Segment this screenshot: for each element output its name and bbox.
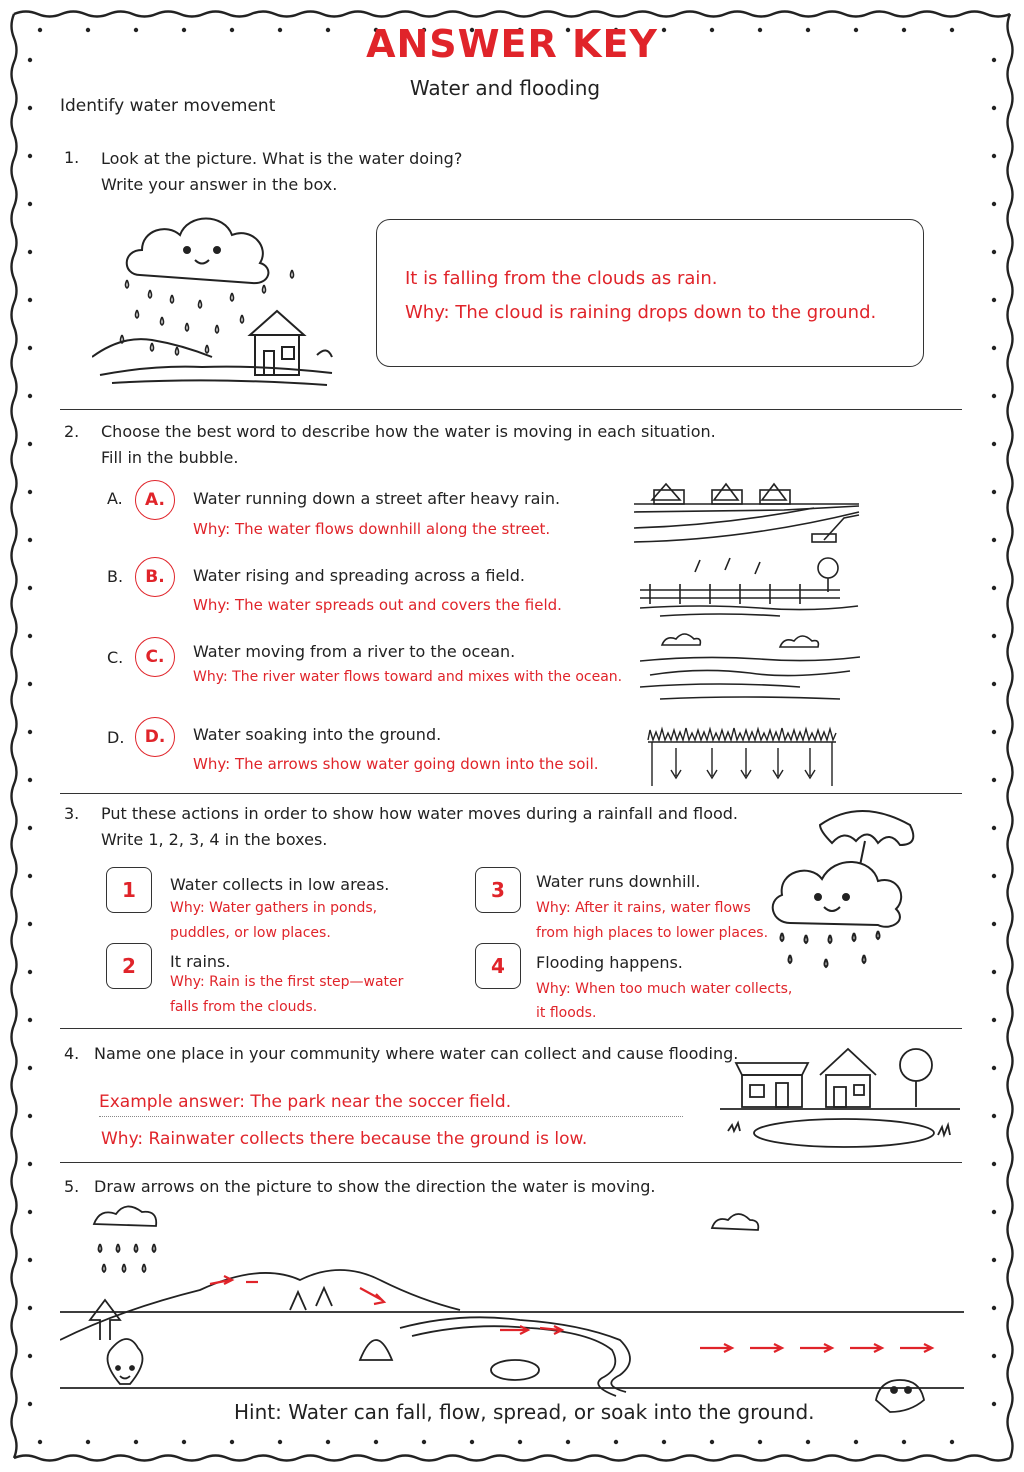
border-dot <box>614 1440 618 1444</box>
border-dot <box>992 826 996 830</box>
border-dot <box>992 202 996 206</box>
border-dot <box>992 442 996 446</box>
street-flood-illustration <box>634 470 864 550</box>
border-dot <box>86 1440 90 1444</box>
answer-bubble-b[interactable]: B. <box>135 557 175 597</box>
border-dot <box>992 1306 996 1310</box>
border-dot <box>992 1354 996 1358</box>
border-dot <box>992 922 996 926</box>
q3-line2: Write 1, 2, 3, 4 in the boxes. <box>101 830 328 849</box>
border-dot <box>230 1440 234 1444</box>
q3-line1: Put these actions in order to show how water moves during a rainfall and flood. <box>101 804 739 823</box>
soil-soaking-illustration <box>646 726 842 788</box>
border-wave <box>14 12 1010 17</box>
q3-number: 3. <box>64 804 80 823</box>
border-dot <box>28 1066 32 1070</box>
q2-number: 2. <box>64 422 80 441</box>
border-dot <box>28 778 32 782</box>
option-c-why: Why: The river water flows toward and mixes with the ocean. <box>193 669 623 685</box>
border-dot <box>28 538 32 542</box>
order-item-why: Why: Water gathers in ponds, <box>170 900 378 916</box>
option-letter: C. <box>107 648 124 667</box>
border-dot <box>28 250 32 254</box>
river-ocean-illustration <box>640 625 860 705</box>
field-flood-illustration <box>640 552 860 622</box>
border-dot <box>28 826 32 830</box>
border-dot <box>806 1440 810 1444</box>
border-dot <box>278 1440 282 1444</box>
divider <box>60 1162 962 1163</box>
order-box-1[interactable]: 1 <box>106 867 152 913</box>
border-dot <box>28 1162 32 1166</box>
border-dot <box>28 634 32 638</box>
hint-text: Hint: Water can fall, flow, spread, or soak into the ground. <box>234 1400 815 1424</box>
border-dot <box>28 1306 32 1310</box>
q2-line1: Choose the best word to describe how the water is moving in each situation. <box>101 422 716 441</box>
option-c-text: Water moving from a river to the ocean. <box>193 642 516 661</box>
border-dot <box>470 1440 474 1444</box>
border-dot <box>854 1440 858 1444</box>
order-item-why: falls from the clouds. <box>170 999 318 1015</box>
border-dot <box>28 586 32 590</box>
town-puddle-illustration <box>720 1035 970 1150</box>
q1-number: 1. <box>64 148 80 167</box>
border-dot <box>758 1440 762 1444</box>
border-dot <box>992 730 996 734</box>
option-a-why: Why: The water flows downhill along the street. <box>193 520 551 538</box>
border-dot <box>28 970 32 974</box>
q4-why: Why: Rainwater collects there because the ground is low. <box>101 1129 588 1149</box>
border-dot <box>28 154 32 158</box>
border-dot <box>566 1440 570 1444</box>
border-dot <box>902 1440 906 1444</box>
q1-answer-box[interactable] <box>376 219 924 367</box>
answer-bubble-c[interactable]: C. <box>135 637 175 677</box>
border-dot <box>992 874 996 878</box>
border-dot <box>28 298 32 302</box>
border-dot <box>28 106 32 110</box>
order-item-why: Why: Rain is the first step—water <box>170 974 404 990</box>
divider <box>60 1028 962 1029</box>
border-dot <box>28 442 32 446</box>
answer-bubble-d[interactable]: D. <box>135 717 175 757</box>
border-dot <box>28 346 32 350</box>
border-dot <box>992 1162 996 1166</box>
q1-line2: Write your answer in the box. <box>101 175 338 194</box>
border-dot <box>992 1210 996 1214</box>
border-dot <box>28 1210 32 1214</box>
option-b-text: Water rising and spreading across a field. <box>193 566 525 585</box>
border-dot <box>28 1114 32 1118</box>
border-dot <box>28 202 32 206</box>
order-item-why: Why: After it rains, water flows <box>536 900 751 916</box>
border-wave <box>14 1456 1010 1461</box>
border-dot <box>992 778 996 782</box>
border-dot <box>992 586 996 590</box>
border-dot <box>992 682 996 686</box>
border-dot <box>28 730 32 734</box>
border-dot <box>374 1440 378 1444</box>
border-dot <box>28 1402 32 1406</box>
q1-line1: Look at the picture. What is the water doing? <box>101 149 463 168</box>
border-dot <box>28 1018 32 1022</box>
order-box-3[interactable]: 3 <box>475 867 521 913</box>
border-dot <box>992 1402 996 1406</box>
order-item-why: puddles, or low places. <box>170 925 331 941</box>
option-d-why: Why: The arrows show water going down into the soil. <box>193 755 599 773</box>
border-dot <box>422 1440 426 1444</box>
page-title: ANSWER KEY <box>366 22 658 66</box>
q4-question: Name one place in your community where water can collect and cause flooding. <box>94 1044 739 1063</box>
border-wave <box>12 14 17 1458</box>
border-dot <box>992 538 996 542</box>
q1-answer: It is falling from the clouds as rain. <box>405 268 718 289</box>
page-subtitle: Water and flooding <box>409 76 601 100</box>
option-letter: D. <box>107 728 125 747</box>
border-dot <box>992 1066 996 1070</box>
order-item-why: from high places to lower places. <box>536 925 769 941</box>
option-b-why: Why: The water spreads out and covers the field. <box>193 596 562 614</box>
option-a-text: Water running down a street after heavy rain. <box>193 489 561 508</box>
border-dot <box>28 874 32 878</box>
border-dot <box>28 394 32 398</box>
border-dot <box>518 1440 522 1444</box>
border-dot <box>182 1440 186 1444</box>
border-dot <box>992 1258 996 1262</box>
q5-question: Draw arrows on the picture to show the direction the water is moving. <box>94 1177 656 1196</box>
border-dot <box>326 1440 330 1444</box>
option-letter: B. <box>107 567 124 586</box>
rain-house-illustration <box>92 205 354 400</box>
order-item-text: Water collects in low areas. <box>170 875 390 894</box>
border-wave <box>1008 14 1013 1458</box>
border-dot <box>134 1440 138 1444</box>
border-dot <box>28 682 32 686</box>
border-dot <box>992 970 996 974</box>
border-dot <box>710 1440 714 1444</box>
order-item-text: It rains. <box>170 952 231 971</box>
border-dot <box>992 298 996 302</box>
option-letter: A. <box>107 489 123 508</box>
border-dot <box>992 1018 996 1022</box>
order-box-4[interactable]: 4 <box>475 943 521 989</box>
order-item-text: Water runs downhill. <box>536 872 701 891</box>
border-dot <box>992 1114 996 1118</box>
border-dot <box>992 106 996 110</box>
q1-why: Why: The cloud is raining drops down to the ground. <box>405 302 877 323</box>
section-heading: Identify water movement <box>60 96 276 116</box>
order-item-why: it floods. <box>536 1005 597 1021</box>
divider <box>60 409 962 410</box>
border-dot <box>992 490 996 494</box>
order-box-2[interactable]: 2 <box>106 943 152 989</box>
answer-bubble-a[interactable]: A. <box>135 480 175 520</box>
border-dot <box>28 1354 32 1358</box>
border-dot <box>28 490 32 494</box>
border-dot <box>662 1440 666 1444</box>
border-dot <box>992 154 996 158</box>
border-dot <box>992 346 996 350</box>
q4-answer: Example answer: The park near the soccer field. <box>99 1092 512 1112</box>
order-item-why: Why: When too much water collects, <box>536 981 793 997</box>
cloud-umbrella-illustration <box>760 805 950 980</box>
border-dot <box>992 394 996 398</box>
border-dot <box>992 250 996 254</box>
border-dot <box>950 1440 954 1444</box>
answer-line[interactable] <box>99 1116 683 1117</box>
q5-number: 5. <box>64 1177 80 1196</box>
divider <box>60 793 962 794</box>
border-dot <box>38 1440 42 1444</box>
border-dot <box>992 634 996 638</box>
q2-line2: Fill in the bubble. <box>101 448 239 467</box>
order-item-text: Flooding happens. <box>536 953 683 972</box>
q4-number: 4. <box>64 1044 80 1063</box>
option-d-text: Water soaking into the ground. <box>193 725 442 744</box>
border-dot <box>28 1258 32 1262</box>
border-dot <box>28 922 32 926</box>
